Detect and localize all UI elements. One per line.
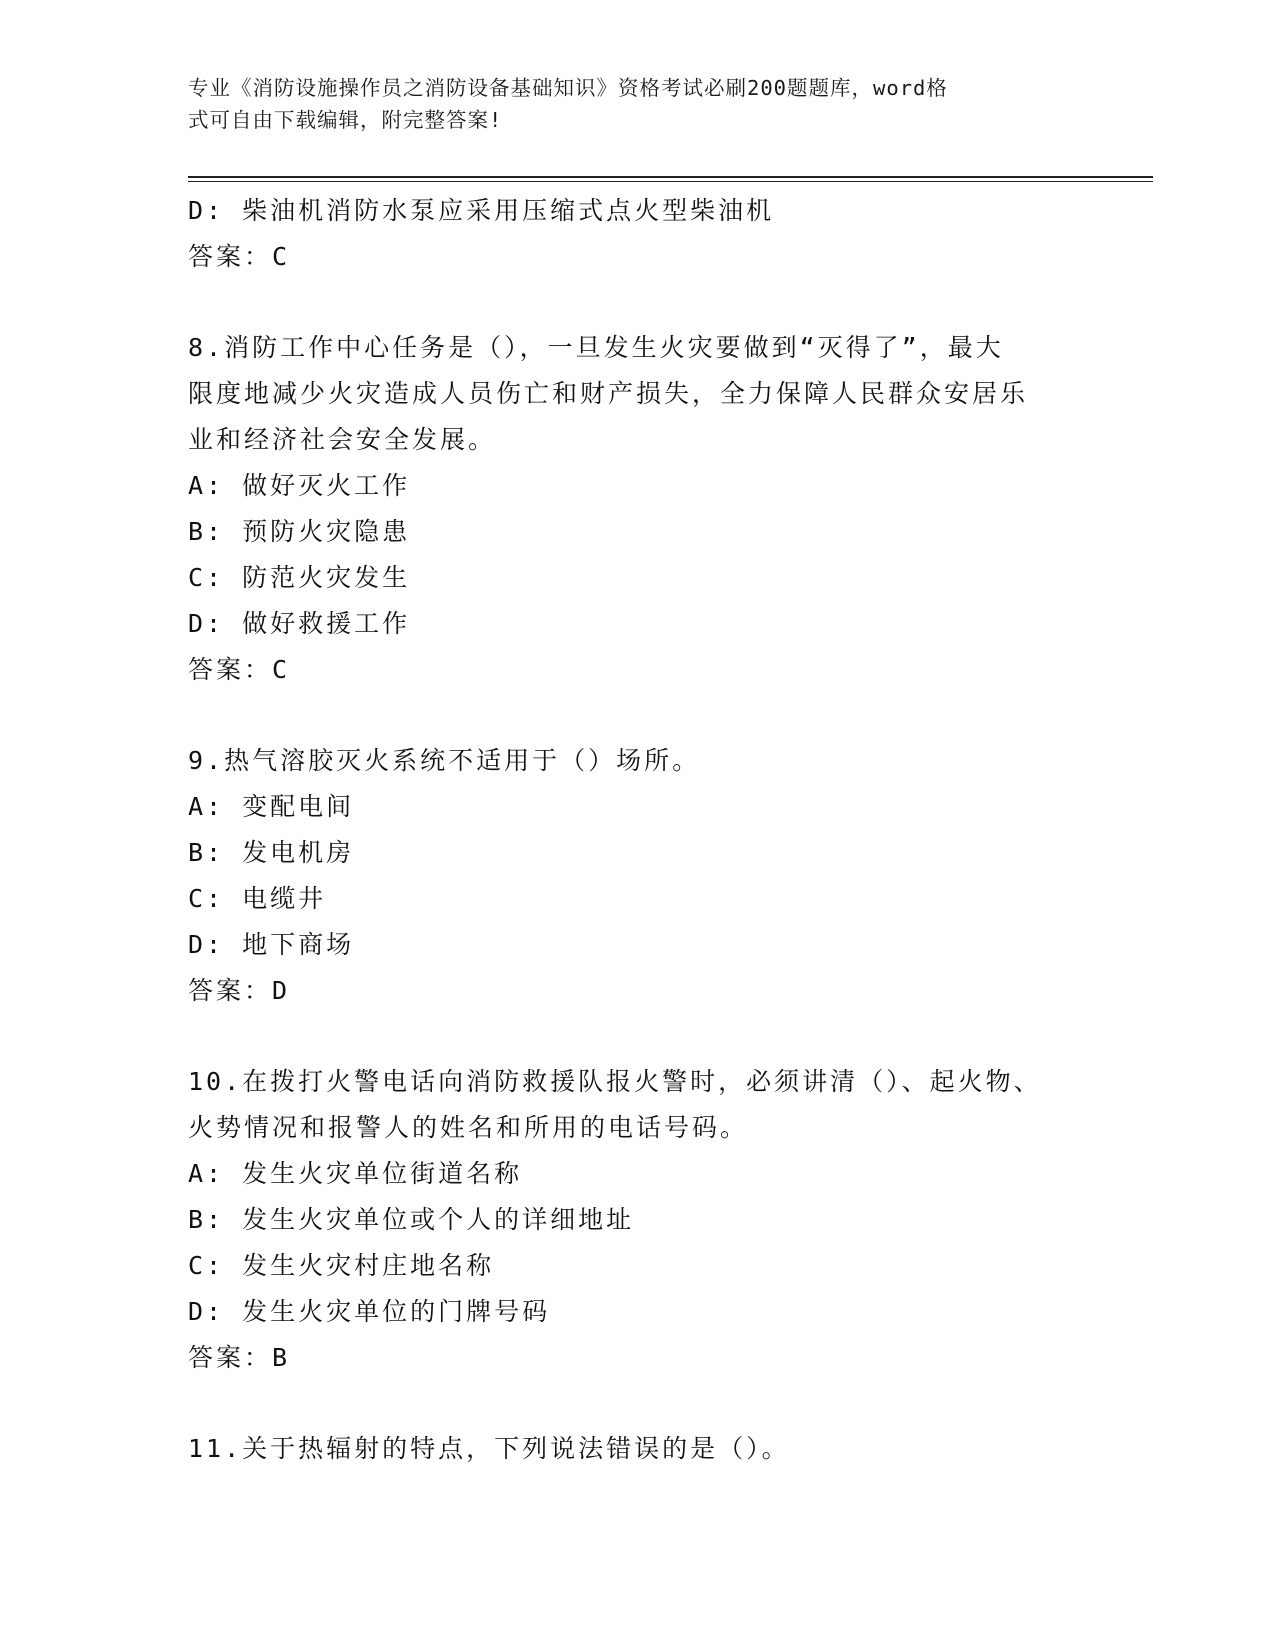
header-divider-thick	[188, 176, 1153, 178]
question-block-10	[188, 1059, 1088, 1381]
answer: 答案：D	[188, 976, 291, 1005]
question-stem-line: 9.热气溶胶灭火系统不适用于（）场所。	[188, 746, 701, 775]
option-d: D: 发生火灾单位的门牌号码	[188, 1297, 551, 1326]
header-line-2: 式可自由下载编辑，附完整答案!	[188, 108, 503, 132]
spacer	[188, 1381, 1088, 1426]
question-stem-line: 火势情况和报警人的姓名和所用的电话号码。	[188, 1113, 749, 1142]
option-b: B: 预防火灾隐患	[188, 517, 411, 546]
page-header	[188, 72, 1088, 136]
spacer	[188, 693, 1088, 738]
option-c: C: 发生火灾村庄地名称	[188, 1251, 495, 1280]
option-a: A: 变配电间	[188, 792, 355, 821]
option-b: B: 发电机房	[188, 838, 355, 867]
question-stem-line: 11.关于热辐射的特点，下列说法错误的是（）。	[188, 1434, 790, 1463]
question-stem-line: 限度地减少火灾造成人员伤亡和财产损失，全力保障人民群众安居乐	[188, 379, 1029, 408]
question-content	[188, 188, 1088, 1472]
option-a: A: 做好灭火工作	[188, 471, 411, 500]
question-block-8	[188, 325, 1088, 693]
question-block-11	[188, 1426, 1088, 1472]
question-stem-line: 8.消防工作中心任务是（），一旦发生火灾要做到“灭得了”，最大	[188, 333, 1004, 362]
question-block-9	[188, 738, 1088, 1014]
option-d: D: 地下商场	[188, 930, 355, 959]
option-c: C: 防范火灾发生	[188, 563, 411, 592]
answer: 答案：B	[188, 1343, 291, 1372]
carryover-answer: 答案：C	[188, 242, 291, 271]
spacer	[188, 1014, 1088, 1059]
question-stem-line: 业和经济社会安全发展。	[188, 425, 497, 454]
option-b: B: 发生火灾单位或个人的详细地址	[188, 1205, 635, 1234]
spacer	[188, 280, 1088, 325]
carryover-option-d: D: 柴油机消防水泵应采用压缩式点火型柴油机	[188, 196, 775, 225]
option-c: C: 电缆井	[188, 884, 327, 913]
option-d: D: 做好救援工作	[188, 609, 411, 638]
header-line-1: 专业《消防设施操作员之消防设备基础知识》资格考试必刷200题题库，word格	[188, 76, 948, 100]
option-a: A: 发生火灾单位街道名称	[188, 1159, 523, 1188]
header-divider-thin	[188, 181, 1153, 182]
answer: 答案：C	[188, 655, 291, 684]
question-stem-line: 10.在拨打火警电话向消防救援队报火警时，必须讲清（）、起火物、	[188, 1067, 1042, 1096]
